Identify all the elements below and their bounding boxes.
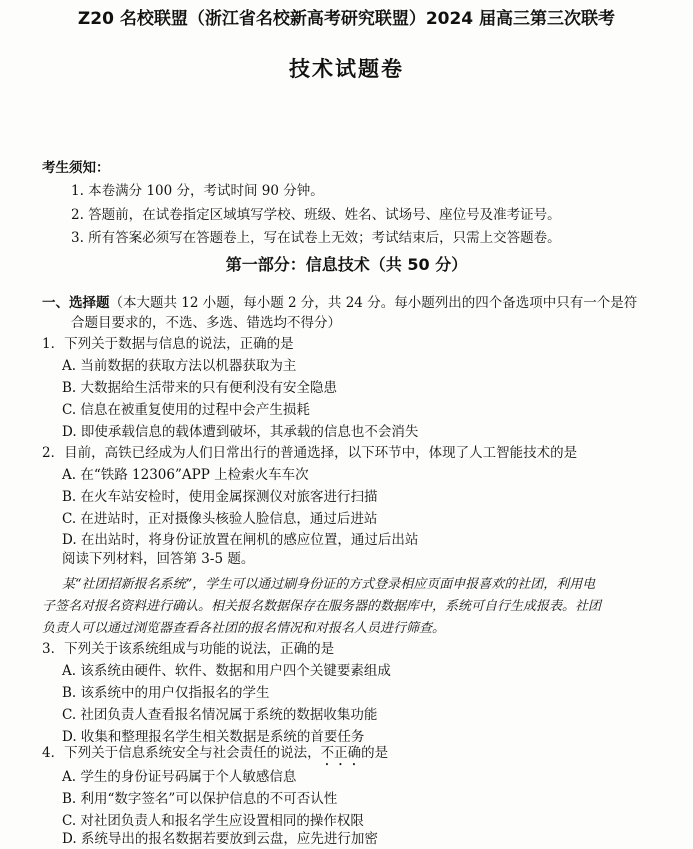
q4-stem-before: 4．下列关于信息系统安全与社会责任的说法，: [42, 745, 321, 761]
material-line-2: 子签名对报名资料进行确认。相关报名数据保存在服务器的数据库中，系统可自行生成报表。社团: [42, 599, 602, 614]
q1-option-b: B. 大数据给生活带来的只有便利没有安全隐患: [62, 380, 338, 396]
section-desc-2: 合题目要求的，不选、多选、错选均不得分）: [71, 315, 341, 331]
q1-option-a: A. 当前数据的获取方法以机器获取为主: [62, 358, 297, 374]
q4-option-b: B. 利用“数字签名”可以保护信息的不可否认性: [62, 791, 338, 807]
notice-item-1: 1. 本卷满分 100 分，考试时间 90 分钟。: [71, 183, 324, 199]
q4-option-a: A. 学生的身份证号码属于个人敏感信息: [62, 769, 297, 785]
q2-stem: 2．目前，高铁已经成为人们日常出行的普通选择，以下环节中，体现了人工智能技术的是: [42, 445, 578, 461]
section-heading-line: [42, 294, 637, 312]
q1-option-c: C. 信息在被重复使用的过程中会产生损耗: [62, 402, 310, 418]
q4-stem: [42, 744, 388, 769]
q4-option-c: C. 对社团负责人和报名学生应设置相同的操作权限: [62, 813, 364, 829]
q3-option-a: A. 该系统由硬件、软件、数据和用户四个关键要素组成: [62, 663, 391, 679]
q2-option-b: B. 在火车站安检时，使用金属探测仪对旅客进行扫描: [62, 489, 378, 505]
material-line-1: 某“社团招新报名系统”，学生可以通过刷身份证的方式登录相应页面申报喜欢的社团，利用电: [62, 577, 596, 592]
q4-option-d: D. 系统导出的报名数据若要放到云盘，应先进行加密: [62, 831, 378, 847]
part-title: 第一部分：信息技术（共 50 分）: [225, 255, 468, 274]
notice-item-3: 3. 所有答案必须写在答题卷上，写在试卷上无效；考试结束后，只需上交答题卷。: [71, 230, 561, 246]
q3-stem: 3．下列关于该系统组成与功能的说法，正确的是: [42, 641, 335, 657]
q3-option-b: B. 该系统中的用户仅指报名的学生: [62, 685, 270, 701]
paper-title: 技术试题卷: [289, 57, 404, 81]
q1-option-d: D. 即使承载信息的载体遭到破坏，其承载的信息也不会消失: [62, 424, 419, 440]
q2-option-c: C. 在进站时，正对摄像头核验人脸信息，通过后进站: [62, 511, 378, 527]
material-line-3: 负责人可以通过浏览器查看各社团的报名情况和对报名人员进行筛查。: [42, 621, 446, 636]
q3-option-c: C. 社团负责人查看报名情况属于系统的数据收集功能: [62, 707, 378, 723]
q2-option-a: A. 在“铁路 12306”APP 上检索火车车次: [62, 467, 309, 483]
q4-stem-emphasis: 不正确: [320, 745, 362, 761]
exam-title: Z20 名校联盟（浙江省名校新高考研究联盟）2024 届高三第三次联考: [77, 9, 616, 29]
reading-intro: 阅读下列材料，回答第 3-5 题。: [62, 551, 255, 567]
q3-option-d: D. 收集和整理报名学生相关数据是系统的首要任务: [62, 729, 365, 745]
section-heading: 一、选择题: [42, 295, 110, 311]
notice-item-2: 2. 答题前，在试卷指定区域填写学校、班级、姓名、试场号、座位号及准考证号。: [71, 207, 561, 223]
q2-option-d: D. 在出站时，将身份证放置在闸机的感应位置，通过后出站: [62, 532, 419, 548]
q1-stem: 1．下列关于数据与信息的说法，正确的是: [42, 336, 294, 352]
notice-title: 考生须知：: [42, 160, 110, 176]
q4-stem-after: 的是: [361, 745, 389, 761]
section-desc-1: （本大题共 12 小题，每小题 2 分，共 24 分。每小题列出的四个备选项中只有一个是符: [109, 295, 638, 311]
